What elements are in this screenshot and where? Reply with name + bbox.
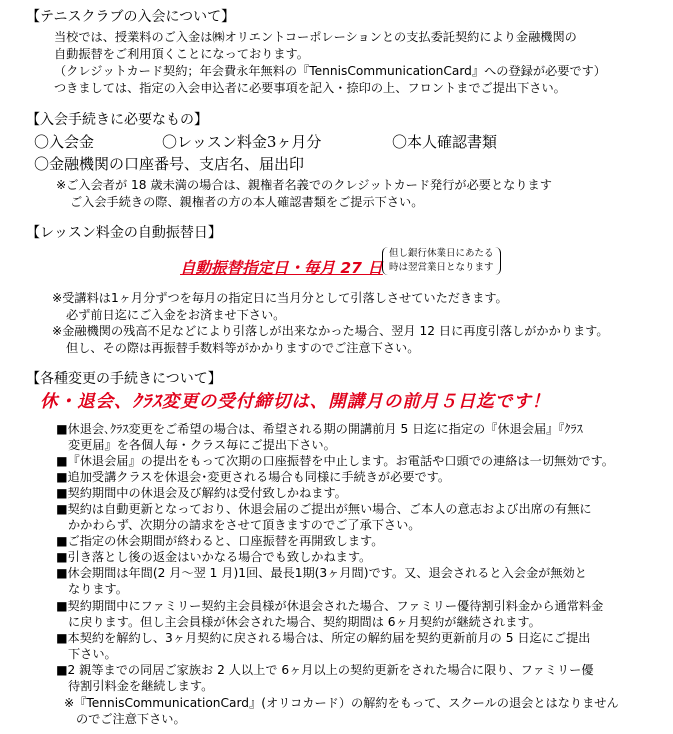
membership-text-line: つきましては、指定の入会申込者に必要事項を記入・捺印の上、フロントまでご提出下さい。: [54, 81, 566, 95]
transfer-text-line: ※受講料は1ヶ月分ずつを毎月の指定日に当月分として引落しさせていただきます。: [52, 291, 508, 305]
procedure-line: ■休退会､ｸﾗｽ変更をご希望の場合は、希望される期の開講前月 5 日迄に指定の『休退会届』『ｸﾗｽ: [56, 422, 583, 436]
holiday-note-bracket: [382, 247, 501, 275]
procedure-line: 下さい。: [68, 647, 117, 661]
transfer-text-line: 但し、その際は再振替手数料等がかかりますのでご注意下さい。: [66, 341, 420, 355]
procedure-line: ■契約期間中にファミリー契約主会員様が休退会された場合、ファミリー優待割引料金から通常料金: [56, 599, 604, 613]
membership-text-line: 自動振替をご利用頂くことになっております。: [54, 47, 309, 61]
requirement-note: ※ご入会者が 18 歳未満の場合は、親権者名義でのクレジットカード発行が必要となります: [56, 178, 552, 192]
transfer-date-highlight: 自動振替指定日・毎月 27 日: [180, 259, 383, 277]
transfer-text-line: ※金融機関の残高不足などにより引落しが出来なかった場合、翌月 12 日に再度引落しがかかります。: [52, 324, 609, 338]
section-heading-changes: 【各種変更の手続きについて】: [26, 371, 222, 387]
procedure-line: 変更届』を各個人毎・クラス毎にご提出下さい。: [68, 438, 336, 452]
procedure-line: ■契約期間中の休退会及び解約は受付致しかねます。: [56, 486, 347, 500]
holiday-note-line: 但し銀行休業日にあたる: [389, 248, 494, 259]
deadline-banner: 休・退会、ｸﾗｽ変更の受付締切は、開講月の前月５日迄です！: [40, 392, 551, 412]
procedure-line: かかわらず、次期分の請求をさせて頂きますのでご了承下さい。: [68, 518, 421, 532]
procedure-line: ■引き落とし後の返金はいかなる場合でも致しかねます。: [56, 550, 372, 564]
procedure-line: ※『TennisCommunicationCard』(オリコカード）の解約をもって、スクールの退会とはなりません: [64, 696, 619, 710]
procedure-line: に戻ります。但し主会員様が休会された場合、契約期間は 6ヶ月契約が継続されます。: [68, 615, 541, 629]
requirement-item: 〇金融機関の口座番号、支店名、届出印: [34, 155, 305, 173]
procedure-line: 待割引料金を継続します。: [68, 679, 214, 693]
procedure-line: ■ご指定の休会期間が終わると、口座振替を再開致します。: [56, 534, 384, 548]
transfer-text-line: 必ず前日迄にご入金をお済ませ下さい。: [66, 308, 286, 322]
requirement-item: 〇レッスン料金3ヶ月分: [162, 133, 322, 151]
section-heading-membership: 【テニスクラブの入会について】: [26, 9, 236, 25]
procedure-line: ■2 親等までの同居ご家族お 2 人以上で 6ヶ月以上の契約更新をされた場合に限り、ファミリー優: [56, 663, 594, 677]
section-heading-transfer-date: 【レッスン料金の自動振替日】: [26, 225, 222, 241]
procedure-line: ■本契約を解約し、3ヶ月契約に戻される場合は、所定の解約届を契約更新前月の 5 日迄にご提出: [56, 631, 591, 645]
section-heading-requirements: 【入会手続きに必要なもの】: [26, 112, 208, 128]
procedure-line: ■契約は自動更新となっており、休退会届のご提出が無い場合、ご本人の意志および出席の有無に: [56, 502, 592, 516]
membership-text-line: 当校では、授業料のご入金は㈱オリエントコーポレーションとの支払委託契約により金融機関の: [54, 30, 577, 44]
procedure-line: なります。: [68, 582, 128, 596]
requirement-note: ご入会手続きの際、親権者の方の本人確認書類をご提示下さい。: [70, 195, 424, 209]
requirement-item: 〇本人確認書類: [392, 133, 498, 151]
requirement-item: 〇入会金: [34, 133, 95, 151]
membership-text-line: （クレジットカード契約；年会費永年無料の『TennisCommunicationCard』への登録が必要です）: [54, 64, 606, 78]
procedure-line: のでご注意下さい。: [76, 712, 186, 726]
procedure-line: ■『休退会届』の提出をもって次期の口座振替を中止します。お電話や口頭での連絡は一切無効です。: [56, 454, 614, 468]
procedure-line: ■追加受講クラスを休退会･変更される場合も同様に手続きが必要です。: [56, 470, 451, 484]
procedure-line: ■休会期間は年間(2 月～翌 1 月)1回、最長1期(3ヶ月間)です。又、退会されると入会金が無効と: [56, 566, 587, 580]
holiday-note-line: 時は翌営業日となります: [389, 262, 494, 273]
